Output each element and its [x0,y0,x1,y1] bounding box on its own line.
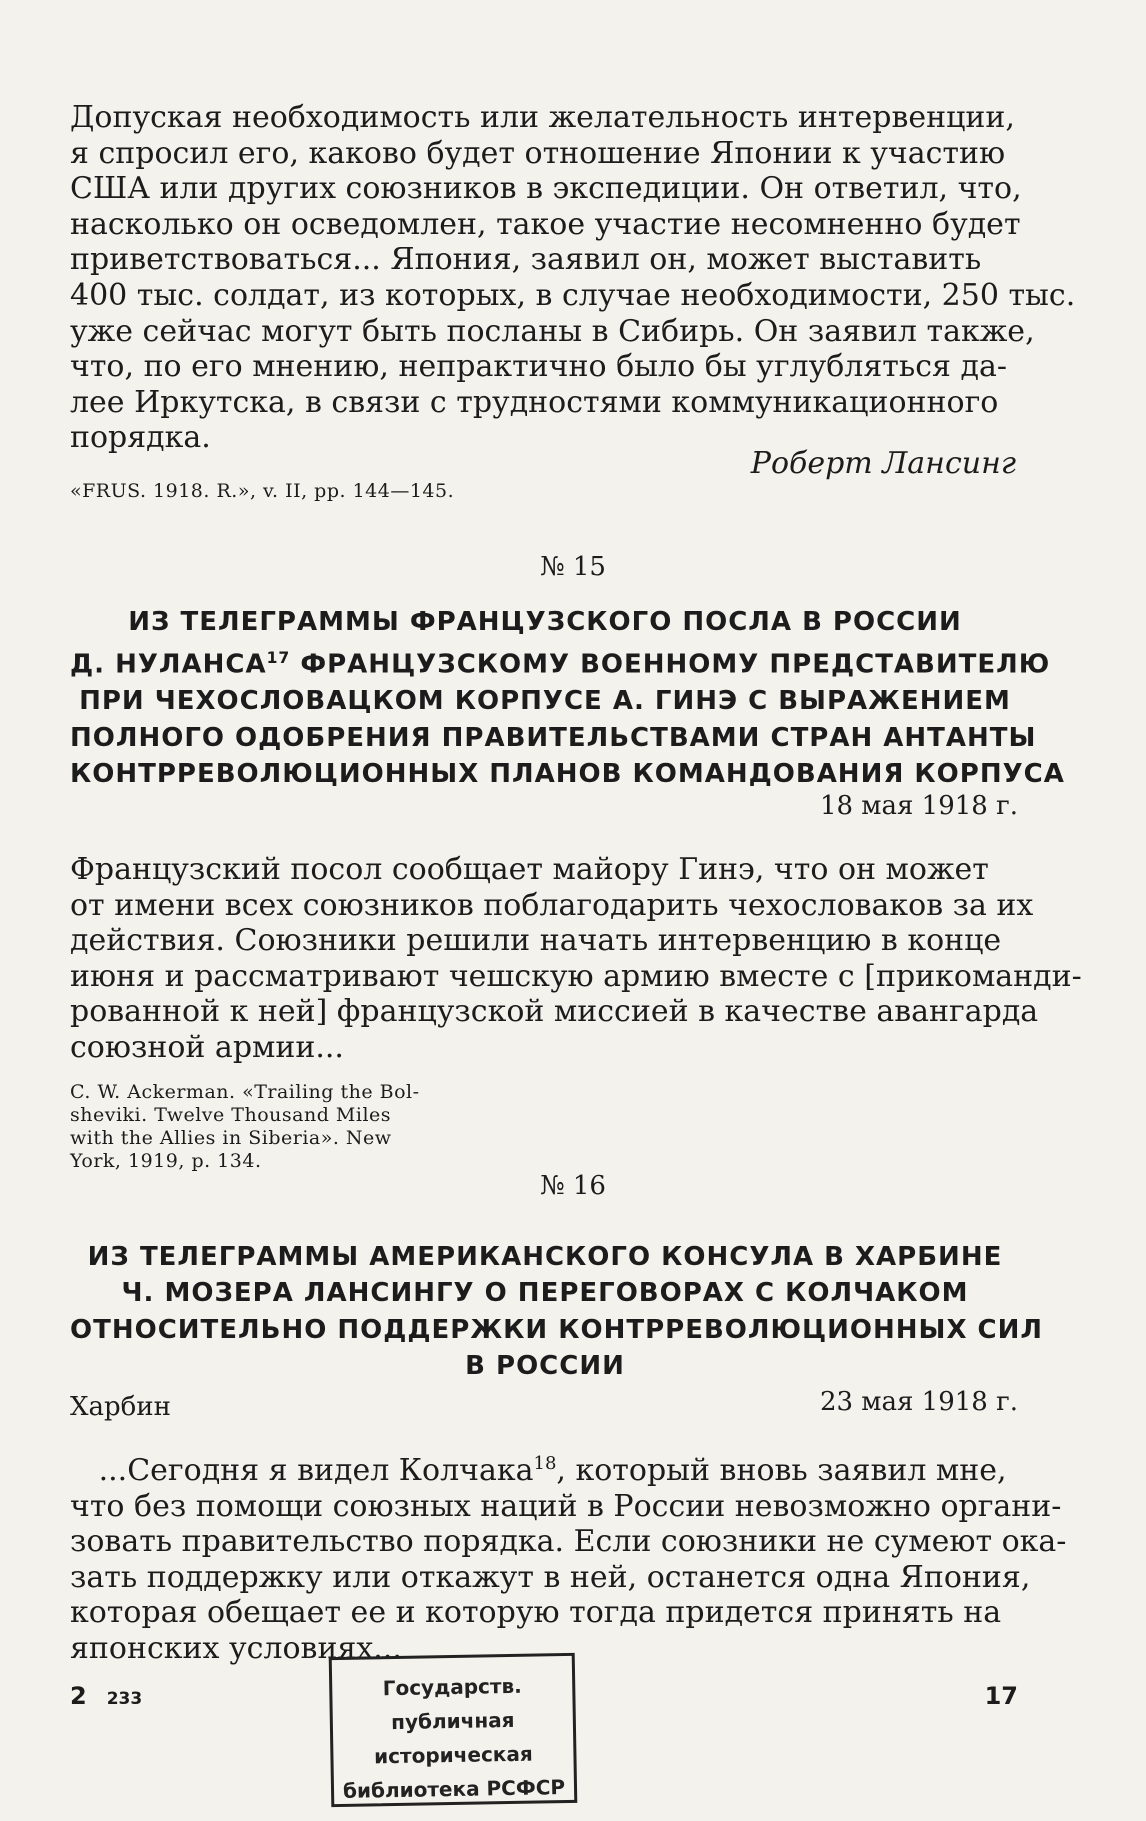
text-line: которая обещает ее и которую тогда придется принять на [70,1595,1002,1631]
text-line: что, по его мнению, непрактично было бы углубляться да- [70,349,1007,385]
heading-line: Ч. МОЗЕРА ЛАНСИНГУ О ПЕРЕГОВОРАХ С КОЛЧАКОМ [121,1278,969,1309]
text-line: от имени всех союзников поблагодарить чехословаков за их [70,887,1034,923]
text-line [70,1446,1020,1489]
heading-doc-16 [70,1239,1043,1385]
text-line: зать поддержку или откажут в ней, останется одна Япония, [70,1559,1031,1595]
document-number-16: № 16 [540,1171,606,1201]
text-line: лее Иркутска, в связи с трудностями коммуникационного [70,384,999,420]
paragraph-doc-16 [70,1446,1067,1667]
paragraph-doc-15 [70,852,1082,1066]
text-fragment: , который вновь заявил мне, [556,1453,1007,1488]
signature-mark: 2 [70,1682,87,1710]
source-line: C. W. Ackerman. «Trailing the Bol- [70,1081,420,1103]
library-stamp [329,1653,578,1807]
source-line: York, 1919, p. 134. [70,1150,262,1172]
stamp-line: Государств. публичная [382,1673,522,1735]
text-line: 400 тыс. солдат, из которых, в случае необходимости, 250 тыс. [70,277,1076,313]
date-doc-16: 23 мая 1918 г. [819,1387,1018,1417]
text-line: зовать правительство порядка. Если союзники не сумеют ока- [70,1524,1067,1560]
text-line: июня и рассматривают чешскую армию вместе с [прикоманди- [70,958,1082,994]
text-fragment: ...Сегодня я видел Колчака [98,1453,534,1488]
text-line: японских условиях... [70,1630,402,1666]
text-line: что без помощи союзных наций в России невозможно органи- [70,1488,1062,1524]
stamp-line: историческая [373,1741,533,1769]
heading-text: Д. НУЛАНСА [70,650,267,681]
footnote-ref-17: 17 [266,649,291,668]
heading-line: КОНТРРЕВОЛЮЦИОННЫХ ПЛАНОВ КОМАНДОВАНИЯ КОРПУСА [70,759,1065,790]
document-number-15: № 15 [540,552,606,582]
heading-line: В РОССИИ [465,1351,625,1382]
text-line: Французский посол сообщает майору Гинэ, что он может [70,852,989,887]
text-line: уже сейчас могут быть посланы в Сибирь. Он заявил также, [70,313,1035,349]
stamp-line: библиотека РСФСР [342,1775,566,1803]
text-line: приветствоваться... Япония, заявил он, может выставить [70,242,982,278]
print-code: 233 [106,1689,143,1709]
heading-line: ОТНОСИТЕЛЬНО ПОДДЕРЖКИ КОНТРРЕВОЛЮЦИОННЫХ СИЛ [70,1314,1043,1345]
text-line: США или других союзников в экспедиции. Он ответил, что, [70,171,1022,207]
text-line: рованной к ней] французской миссией в качестве авангарда [70,994,1039,1030]
heading-line: ПОЛНОГО ОДОБРЕНИЯ ПРАВИТЕЛЬСТВАМИ СТРАН АНТАНТЫ [70,722,1037,753]
text-line: Допуская необходимость или желательность интервенции, [70,100,1015,135]
text-line: насколько он осведомлен, такое участие несомненно будет [70,206,1021,242]
source-line: with the Allies in Siberia». New [70,1127,392,1149]
heading-line: ПРИ ЧЕХОСЛОВАЦКОМ КОРПУСЕ А. ГИНЭ С ВЫРАЖЕНИЕМ [79,686,1011,717]
page-number: 17 [984,1682,1018,1710]
signature-lansing: Роберт Лансинг [750,446,1016,481]
heading-line: ИЗ ТЕЛЕГРАММЫ ФРАНЦУЗСКОГО ПОСЛА В РОССИИ [128,607,962,637]
date-doc-15: 18 мая 1918 г. [819,791,1018,821]
heading-line: ИЗ ТЕЛЕГРАММЫ АМЕРИКАНСКОГО КОНСУЛА В ХАРБИНЕ [87,1242,1003,1272]
heading-text: ФРАНЦУЗСКОМУ ВОЕННОМУ ПРЕДСТАВИТЕЛЮ [300,650,1051,681]
text-line: союзной армии... [70,1029,344,1065]
source-line: sheviki. Twelve Thousand Miles [70,1104,392,1126]
text-line: действия. Союзники решили начать интервенцию в конце [70,923,1002,959]
source-citation-ackerman [70,1081,420,1173]
heading-line [70,640,1051,683]
footer-signature-mark [70,1682,142,1710]
text-line: порядка. [70,420,211,456]
paragraph-intervention-japan [70,100,1076,456]
place-harbin: Харбин [70,1392,171,1422]
text-line: я спросил его, каково будет отношение Японии к участию [70,135,1006,171]
heading-doc-15 [70,604,1065,793]
source-citation-frus: «FRUS. 1918. R.», v. II, pp. 144—145. [70,480,455,502]
footnote-ref-18: 18 [533,1453,557,1474]
